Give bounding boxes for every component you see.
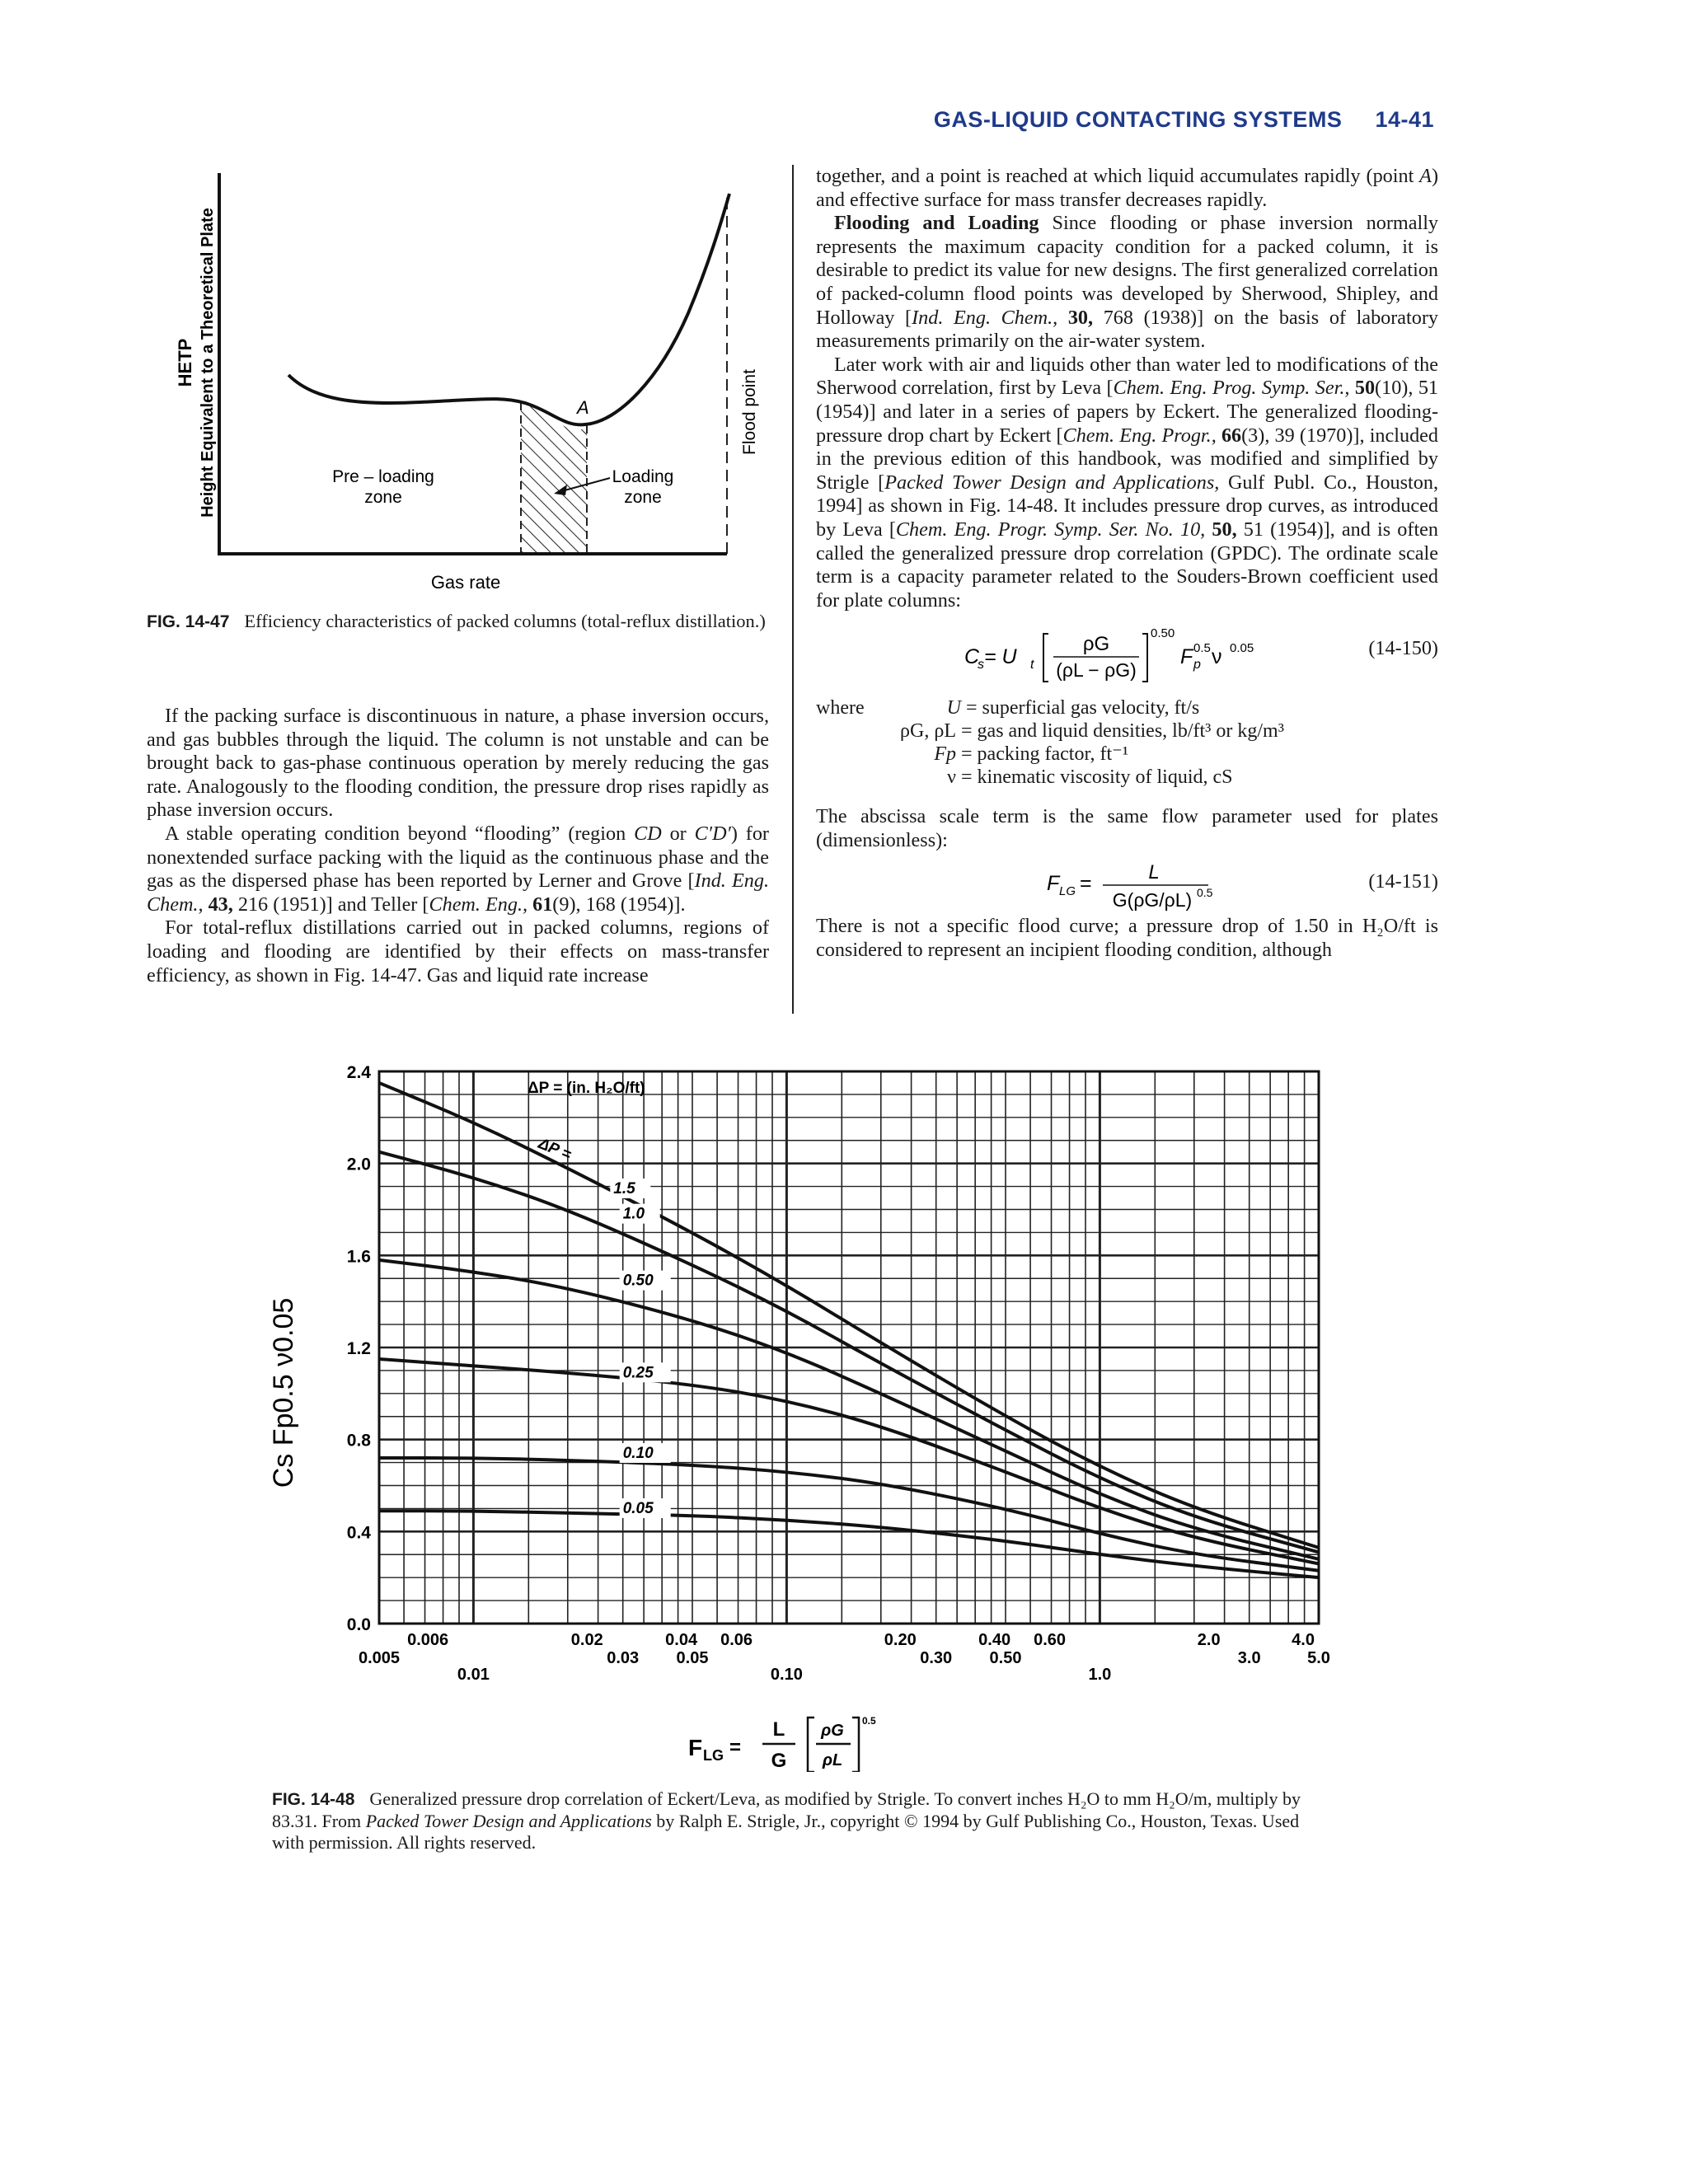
x-tick-label-upper: 4.0 [1292, 1631, 1315, 1649]
svg-text:0.5: 0.5 [1193, 641, 1211, 656]
x-tick-label-lower: 0.30 [920, 1649, 953, 1667]
fig-14-48-chart [264, 1047, 1360, 1772]
left-column [147, 705, 769, 987]
y-tick-label: 0.0 [346, 1615, 371, 1634]
chart-y-label: Cs Fp0.5 ν0.05 [268, 1297, 299, 1488]
flood-point-label: Flood point [740, 369, 759, 455]
x-tick-label-lower: 0.03 [607, 1649, 640, 1667]
y-label-2: Height Equivalent to a Theoretical Plate [199, 208, 217, 518]
svg-text:ρG: ρG [821, 1722, 844, 1740]
curve-label-text: 0.50 [622, 1272, 654, 1290]
svg-text:s: s [978, 658, 984, 673]
svg-text:=: = [1080, 872, 1092, 896]
chart-curves [379, 1083, 1319, 1577]
left-p3: For total-reflux distillations carried out in packed columns, regions of loading and flooding are identified by their effects on mass-transfer efficiency, as shown in Fig. 14-47. Gas and liquid rate increase [147, 916, 769, 987]
preload-1: Pre – loading [332, 467, 434, 486]
left-p1: If the packing surface is discontinuous in nature, a phase inversion occurs, and gas bubbles through the liquid. The column is not unstable and can be brought back to gas-phase continuous operation by merely reducing the gas rate. Analogously to the flooding condition, the pressure drop rises rapidly as phase inversion occurs. [147, 705, 769, 822]
svg-text:ρG: ρG [1082, 633, 1110, 656]
svg-text:0.5: 0.5 [862, 1715, 876, 1727]
chart-x-label [688, 1715, 876, 1772]
svg-text:LG: LG [1059, 884, 1076, 899]
left-p2: A stable operating condition beyond “flooding” (region CD or C′D′) for nonextended surface packing with the liquid as the continuous phase and the gas as the dispersed phase has been reported by Lerner and Grove [Ind. Eng. Chem., 43, 216 (1951)] and Teller [Chem. Eng., 61(9), 168 (1954)]. [147, 822, 769, 916]
svg-text:F: F [1047, 872, 1060, 896]
x-tick-label-lower: 5.0 [1307, 1649, 1330, 1667]
x-tick-label-lower: 0.01 [457, 1666, 490, 1684]
svg-text:0.5: 0.5 [1197, 886, 1213, 900]
x-tick-label-upper: 0.04 [665, 1631, 698, 1649]
y-tick-label: 1.6 [346, 1247, 371, 1267]
curve-label-0.10 [620, 1443, 671, 1463]
preload-2: zone [364, 488, 402, 507]
svg-text:ν: ν [1212, 645, 1222, 669]
svg-text:F: F [1180, 645, 1193, 669]
caption-label: FIG. 14-47 [147, 612, 230, 631]
right-p4: The abscissa scale term is the same flow parameter used for plates (dimensionless): [816, 805, 1438, 851]
curve-label-0.50 [620, 1271, 671, 1291]
column-rule [792, 165, 794, 1014]
load-1: Loading [612, 467, 674, 486]
x-tick-label-lower: 3.0 [1237, 1649, 1261, 1667]
x-tick-label-upper: 2.0 [1197, 1631, 1221, 1649]
right-p2: Flooding and Loading Since flooding or phase inversion normally represents the maximum capacity condition for a packed column, it is desirable to predict its value for new designs. The first generalized correlation of packed-column flood points was developed by Sherwood, Shipley, and Holloway [Ind. Eng. Chem., 30, 768 (1938)] on the basis of laboratory measurements primarily on the air-water system. [816, 212, 1439, 353]
y-tick-label: 0.4 [346, 1523, 371, 1543]
series-line-0.10 [379, 1458, 1319, 1571]
eq-150-number: (14-150) [1368, 637, 1438, 660]
curve-label-0.05 [620, 1498, 671, 1518]
svg-text:F: F [688, 1735, 703, 1760]
curve-label-text: 1.5 [613, 1179, 635, 1197]
curve-label-text: 0.25 [622, 1364, 654, 1382]
x-tick-label-lower: 0.50 [989, 1649, 1022, 1667]
section-title: GAS-LIQUID CONTACTING SYSTEMS [933, 107, 1343, 132]
curve-label-text: 1.0 [622, 1205, 645, 1223]
curve-label-1.0 [620, 1204, 660, 1224]
equation-14-151 [816, 855, 1438, 915]
svg-text:= U: = U [984, 645, 1017, 669]
dp-prefix: ΔP = [536, 1135, 574, 1165]
right-column [816, 165, 1438, 963]
hetp-curve [288, 194, 729, 424]
point-a: A [577, 397, 589, 418]
x-tick-label-upper: 0.60 [1034, 1631, 1067, 1649]
fig-14-47-caption [147, 610, 769, 633]
svg-text:0.05: 0.05 [1230, 641, 1254, 656]
dp-header [528, 1080, 645, 1097]
x-tick-label-lower: 1.0 [1088, 1666, 1112, 1684]
x-tick-label-upper: 0.20 [884, 1631, 917, 1649]
svg-text:=: = [729, 1736, 742, 1759]
svg-text:ρL: ρL [822, 1751, 843, 1769]
running-head [923, 107, 1434, 133]
y-label-1: HETP [175, 338, 195, 387]
load-2: zone [624, 488, 662, 507]
right-p3: Later work with air and liquids other than water led to modifications of the Sherwood correlation, first by Leva [Chem. Eng. Prog. Symp. Ser., 50(10), 51 (1954)] and later in a series of papers by Eckert. The generalized flooding-pressure drop chart by Eckert [Chem. Eng. Progr., 66(3), 39 (1970)], included in the previous edition of this handbook, was modified and simplified by Strigle [Packed Tower Design and Applications, Gulf Publ. Co., Houston, 1994] as shown in Fig. 14-48. It includes pressure drop curves, as introduced by Leva [Chem. Eng. Progr. Symp. Ser. No. 10, 50, 51 (1954)], and is often called the generalized pressure drop correlation (GPDC). The ordinate scale term is a capacity parameter related to the Souders-Brown coefficient used for plate columns: [816, 353, 1439, 612]
svg-text:L: L [772, 1718, 785, 1741]
svg-text:LG: LG [703, 1747, 724, 1764]
x-tick-label-lower: 0.05 [676, 1649, 709, 1667]
series-line-0.25 [379, 1359, 1319, 1563]
y-tick-label: 2.4 [346, 1063, 371, 1082]
where-block: where U = superficial gas velocity, ft/s ρG, ρL = gas and liquid densities, lb/ft³ or kg/m³ Fp = packing factor, ft⁻¹ ν = kinematic viscosity of liquid, cS [816, 697, 1284, 789]
svg-text:L: L [1148, 861, 1160, 884]
fig-14-47 [148, 165, 775, 626]
y-tick-label: 0.8 [346, 1431, 371, 1451]
curve-label-0.25 [620, 1362, 671, 1382]
svg-text:C: C [964, 645, 980, 669]
curve-label-text: 0.10 [622, 1445, 654, 1462]
dp-header-text: ΔP = (in. H₂O/ft) [528, 1080, 645, 1097]
x-tick-label-lower: 0.005 [358, 1649, 401, 1667]
svg-text:G(ρG/ρL): G(ρG/ρL) [1112, 889, 1193, 912]
x-tick-label-upper: 0.06 [720, 1631, 753, 1649]
equation-14-150 [816, 622, 1438, 690]
x-tick-label-lower: 0.10 [770, 1666, 803, 1684]
right-p1: together, and a point is reached at which liquid accumulates rapidly (point A) and effective surface for mass transfer decreases rapidly. [816, 165, 1438, 211]
x-tick-label-upper: 0.40 [978, 1631, 1011, 1649]
svg-text:G: G [771, 1750, 787, 1772]
right-p5: There is not a specific flood curve; a pressure drop of 1.50 in H₂O/ft is considered to represent an incipient flooding condition, although [816, 915, 1438, 962]
page-number: 14-41 [1375, 107, 1434, 132]
y-tick-label: 2.0 [346, 1155, 371, 1174]
curve-label-1.5 [610, 1179, 650, 1198]
x-label: Gas rate [430, 572, 501, 593]
eq-151-number: (14-151) [1368, 870, 1438, 893]
svg-text:(ρL − ρG): (ρL − ρG) [1056, 659, 1137, 682]
svg-text:t: t [1030, 658, 1034, 673]
svg-text:p: p [1193, 658, 1201, 673]
x-tick-label-upper: 0.006 [407, 1631, 449, 1649]
caption-text: Efficiency characteristics of packed columns (total-reflux distillation.) [244, 611, 766, 631]
fig-14-48-caption: FIG. 14-48 Generalized pressure drop correlation of Eckert/Leva, as modified by Strigle. To convert inches H₂O to mm H₂O/m, multiply by 83.31. From Packed Tower Design and Applications by Ralph E. Strigle, Jr., copyright © 1994 by Gulf Publishing Co., Houston, Texas. Used with permission. All rights reserved. [272, 1788, 1301, 1853]
x-tick-label-upper: 0.02 [570, 1631, 603, 1649]
series-line-1.0 [379, 1152, 1319, 1553]
series-line-0.50 [379, 1260, 1319, 1559]
caption-label-48: FIG. 14-48 [272, 1790, 355, 1809]
svg-text:0.50: 0.50 [1151, 626, 1175, 641]
curve-label-text: 0.05 [622, 1500, 654, 1517]
y-tick-label: 1.2 [346, 1339, 371, 1358]
